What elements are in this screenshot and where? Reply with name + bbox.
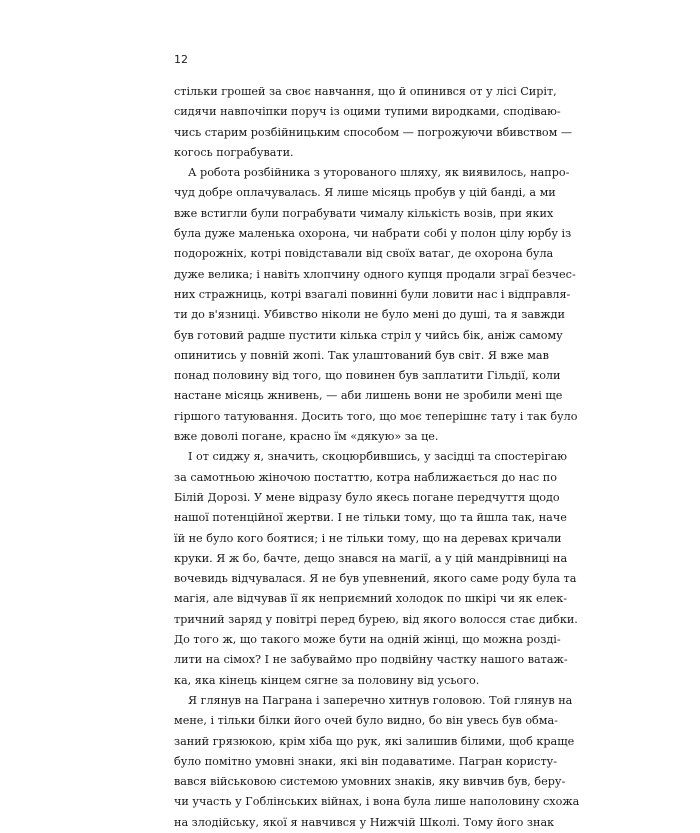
page-number: 12 xyxy=(174,53,188,66)
text-line: тричний заряд у повітрі перед бурею, від якого волосся стає дибки. xyxy=(174,612,578,626)
text-line: опинитись у повній жопі. Так улаштований був світ. Я вже мав xyxy=(174,348,549,362)
text-line: Я глянув на Пагрaна і заперечно хитнув головою. Той глянув на xyxy=(188,693,573,707)
text-line: був готовий радше пустити кілька стріл у чийсь бік, аніж самому xyxy=(174,328,563,342)
text-line: круки. Я ж бо, бачте, дещо знався на магії, а у цій мандрівниці на xyxy=(174,551,568,565)
text-line: на злодійську, якої я навчився у Нижчій Школі. Тому його знак xyxy=(174,815,555,829)
text-line: було помітно умовні знаки, які він подаватиме. Пагран користу- xyxy=(174,754,557,768)
text-line: вже доволі погане, красно їм «дякую» за це. xyxy=(174,430,439,444)
text-line: вався військовою системою умовних знаків, яку вивчив був, беру- xyxy=(174,775,566,789)
text-line: була дуже маленька охорона, чи набрати собі у полон цілу юрбу із xyxy=(174,227,572,241)
text-line: вочевидь відчувалася. Я не був упевнений, якого саме роду була та xyxy=(174,572,577,586)
text-line: нашої потенційної жертви. І не тільки тому, що та йшла так, наче xyxy=(174,511,567,525)
text-line: ти до в'язниці. Убивство ніколи не було мені до душі, та я завжди xyxy=(174,308,565,322)
text-line: понад половину від того, що повинен був заплатити Гільдії, коли xyxy=(174,369,561,383)
text-line: Білій Дорозі. У мене відразу було якесь погане передчуття щодо xyxy=(174,490,560,504)
text-line: До того ж, що такого може бути на одній жінці, що можна розді- xyxy=(174,633,561,647)
text-line: магія, але відчував її як неприємний холодок по шкірі чи як елек- xyxy=(174,592,568,606)
text-line: стільки грошей за своє навчання, що й опинився от у лісі Сиріт, xyxy=(174,85,557,98)
text-line: настане місяць жнивень, — аби лишень вони не зробили мені ще xyxy=(174,389,563,403)
text-line: заний грязюкою, крім хіба що рук, які залишив білими, щоб краще xyxy=(174,734,575,748)
text-line: А робота розбійника з уторованого шляху, як виявилось, напро- xyxy=(188,166,570,180)
text-line: їй не було кого боятися; і не тільки тому, що на деревах кричали xyxy=(174,531,562,545)
text-line: дуже велика; і навіть хлопчину одного купця продали зграї безчес- xyxy=(174,267,576,281)
text-body xyxy=(174,82,580,833)
text-line: чи участь у Гоблінських війнах, і вона була лише наполовину схожа xyxy=(174,795,580,809)
text-line: подорожніх, котрі повідставали від своїх ватаг, де охорона була xyxy=(174,247,554,261)
text-line: мене, і тільки білки його очей було видно, бо він увесь був обма- xyxy=(174,714,558,728)
text-line: за самотньою жіночою постаттю, котра наближається до нас по xyxy=(174,470,557,484)
text-line: сидячи навпочіпки поруч із оцими тупими виродками, сподіваю- xyxy=(174,105,561,119)
text-line: когось пограбувати. xyxy=(174,145,294,159)
text-line: чись старим розбійницьким способом — погрожуючи вбивством — xyxy=(174,125,573,139)
text-line: ка, яка кінець кінцем сягне за половину від усього. xyxy=(174,673,480,687)
text-line: гіршого татуювання. Досить того, що моє теперішнє тату і так було xyxy=(174,409,578,423)
text-line: вже встигли були пограбувати чималу кількість возів, при яких xyxy=(174,206,554,220)
text-line: І от сиджу я, значить, скоцюрбившись, у засідці та спостерігаю xyxy=(188,450,567,464)
text-line: чуд добре оплачувалась. Я лише місяць пробув у цій банді, а ми xyxy=(174,186,556,200)
text-line: лити на сімох? І не забуваймо про подвійну частку нашого ватаж- xyxy=(174,653,568,667)
text-line: них стражниць, котрі взагалі повинні були ловити нас і відправля- xyxy=(174,287,571,301)
